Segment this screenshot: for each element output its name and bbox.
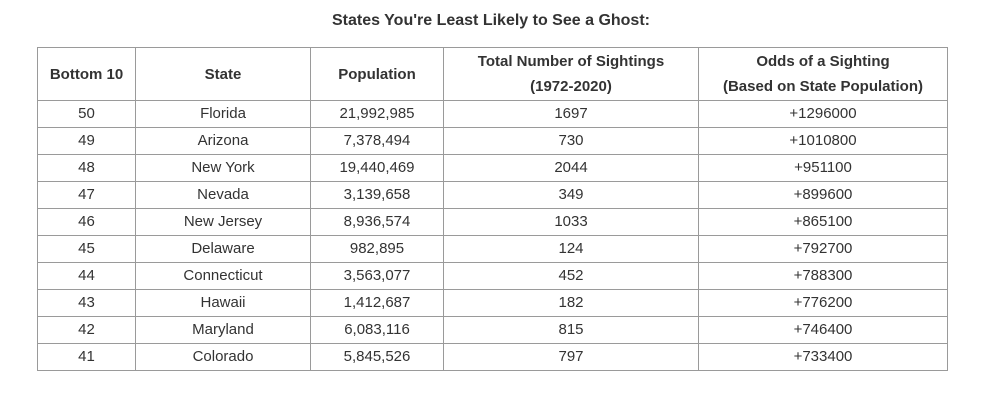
- cell-rank: 42: [38, 317, 136, 344]
- cell-odds: +1010800: [699, 128, 948, 155]
- cell-sightings: 182: [444, 290, 699, 317]
- header-population: [311, 48, 444, 101]
- cell-odds: +951100: [699, 155, 948, 182]
- cell-odds: +865100: [699, 209, 948, 236]
- header-rank: [38, 48, 136, 101]
- cell-rank: 41: [38, 344, 136, 371]
- cell-sightings: 2044: [444, 155, 699, 182]
- table-row: [38, 101, 948, 128]
- header-odds: [699, 48, 948, 101]
- header-sightings-sublabel: (1972-2020): [530, 78, 612, 95]
- header-state-label: State: [204, 65, 242, 83]
- table-row: [38, 344, 948, 371]
- cell-state: Florida: [136, 101, 311, 128]
- cell-state: Arizona: [136, 128, 311, 155]
- cell-rank: 45: [38, 236, 136, 263]
- cell-population: 3,139,658: [311, 182, 444, 209]
- cell-rank: 50: [38, 101, 136, 128]
- header-odds-sublabel: (Based on State Population): [722, 78, 923, 95]
- cell-rank: 48: [38, 155, 136, 182]
- table-row: [38, 236, 948, 263]
- table-row: [38, 290, 948, 317]
- cell-odds: +899600: [699, 182, 948, 209]
- cell-odds: +746400: [699, 317, 948, 344]
- header-rank-label: Bottom 10: [49, 65, 124, 83]
- cell-population: 6,083,116: [311, 317, 444, 344]
- cell-population: 19,440,469: [311, 155, 444, 182]
- cell-rank: 44: [38, 263, 136, 290]
- table-row: [38, 263, 948, 290]
- cell-population: 1,412,687: [311, 290, 444, 317]
- table-row: [38, 209, 948, 236]
- cell-sightings: 815: [444, 317, 699, 344]
- cell-population: 7,378,494: [311, 128, 444, 155]
- cell-population: 8,936,574: [311, 209, 444, 236]
- cell-sightings: 349: [444, 182, 699, 209]
- cell-rank: 47: [38, 182, 136, 209]
- cell-odds: +1296000: [699, 101, 948, 128]
- table-row: [38, 182, 948, 209]
- header-population-label: Population: [338, 65, 416, 83]
- cell-rank: 46: [38, 209, 136, 236]
- header-sightings-label: Total Number of Sightings: [477, 53, 665, 70]
- cell-state: Maryland: [136, 317, 311, 344]
- cell-sightings: 730: [444, 128, 699, 155]
- cell-rank: 43: [38, 290, 136, 317]
- cell-state: Colorado: [136, 344, 311, 371]
- cell-sightings: 1033: [444, 209, 699, 236]
- table-header-row: [38, 48, 948, 101]
- cell-sightings: 452: [444, 263, 699, 290]
- cell-state: New York: [136, 155, 311, 182]
- header-sightings: [444, 48, 699, 101]
- cell-population: 21,992,985: [311, 101, 444, 128]
- table-row: [38, 128, 948, 155]
- cell-odds: +733400: [699, 344, 948, 371]
- cell-odds: +776200: [699, 290, 948, 317]
- cell-state: Hawaii: [136, 290, 311, 317]
- cell-state: Nevada: [136, 182, 311, 209]
- cell-odds: +792700: [699, 236, 948, 263]
- table-row: [38, 317, 948, 344]
- cell-population: 3,563,077: [311, 263, 444, 290]
- cell-state: Delaware: [136, 236, 311, 263]
- header-state: [136, 48, 311, 101]
- ghost-sightings-table: [37, 47, 948, 371]
- cell-odds: +788300: [699, 263, 948, 290]
- cell-state: Connecticut: [136, 263, 311, 290]
- cell-population: 982,895: [311, 236, 444, 263]
- cell-state: New Jersey: [136, 209, 311, 236]
- page-title: States You're Least Likely to See a Ghost:: [332, 12, 650, 29]
- cell-population: 5,845,526: [311, 344, 444, 371]
- cell-sightings: 1697: [444, 101, 699, 128]
- cell-rank: 49: [38, 128, 136, 155]
- header-odds-label: Odds of a Sighting: [756, 53, 890, 70]
- table-row: [38, 155, 948, 182]
- cell-sightings: 124: [444, 236, 699, 263]
- cell-sightings: 797: [444, 344, 699, 371]
